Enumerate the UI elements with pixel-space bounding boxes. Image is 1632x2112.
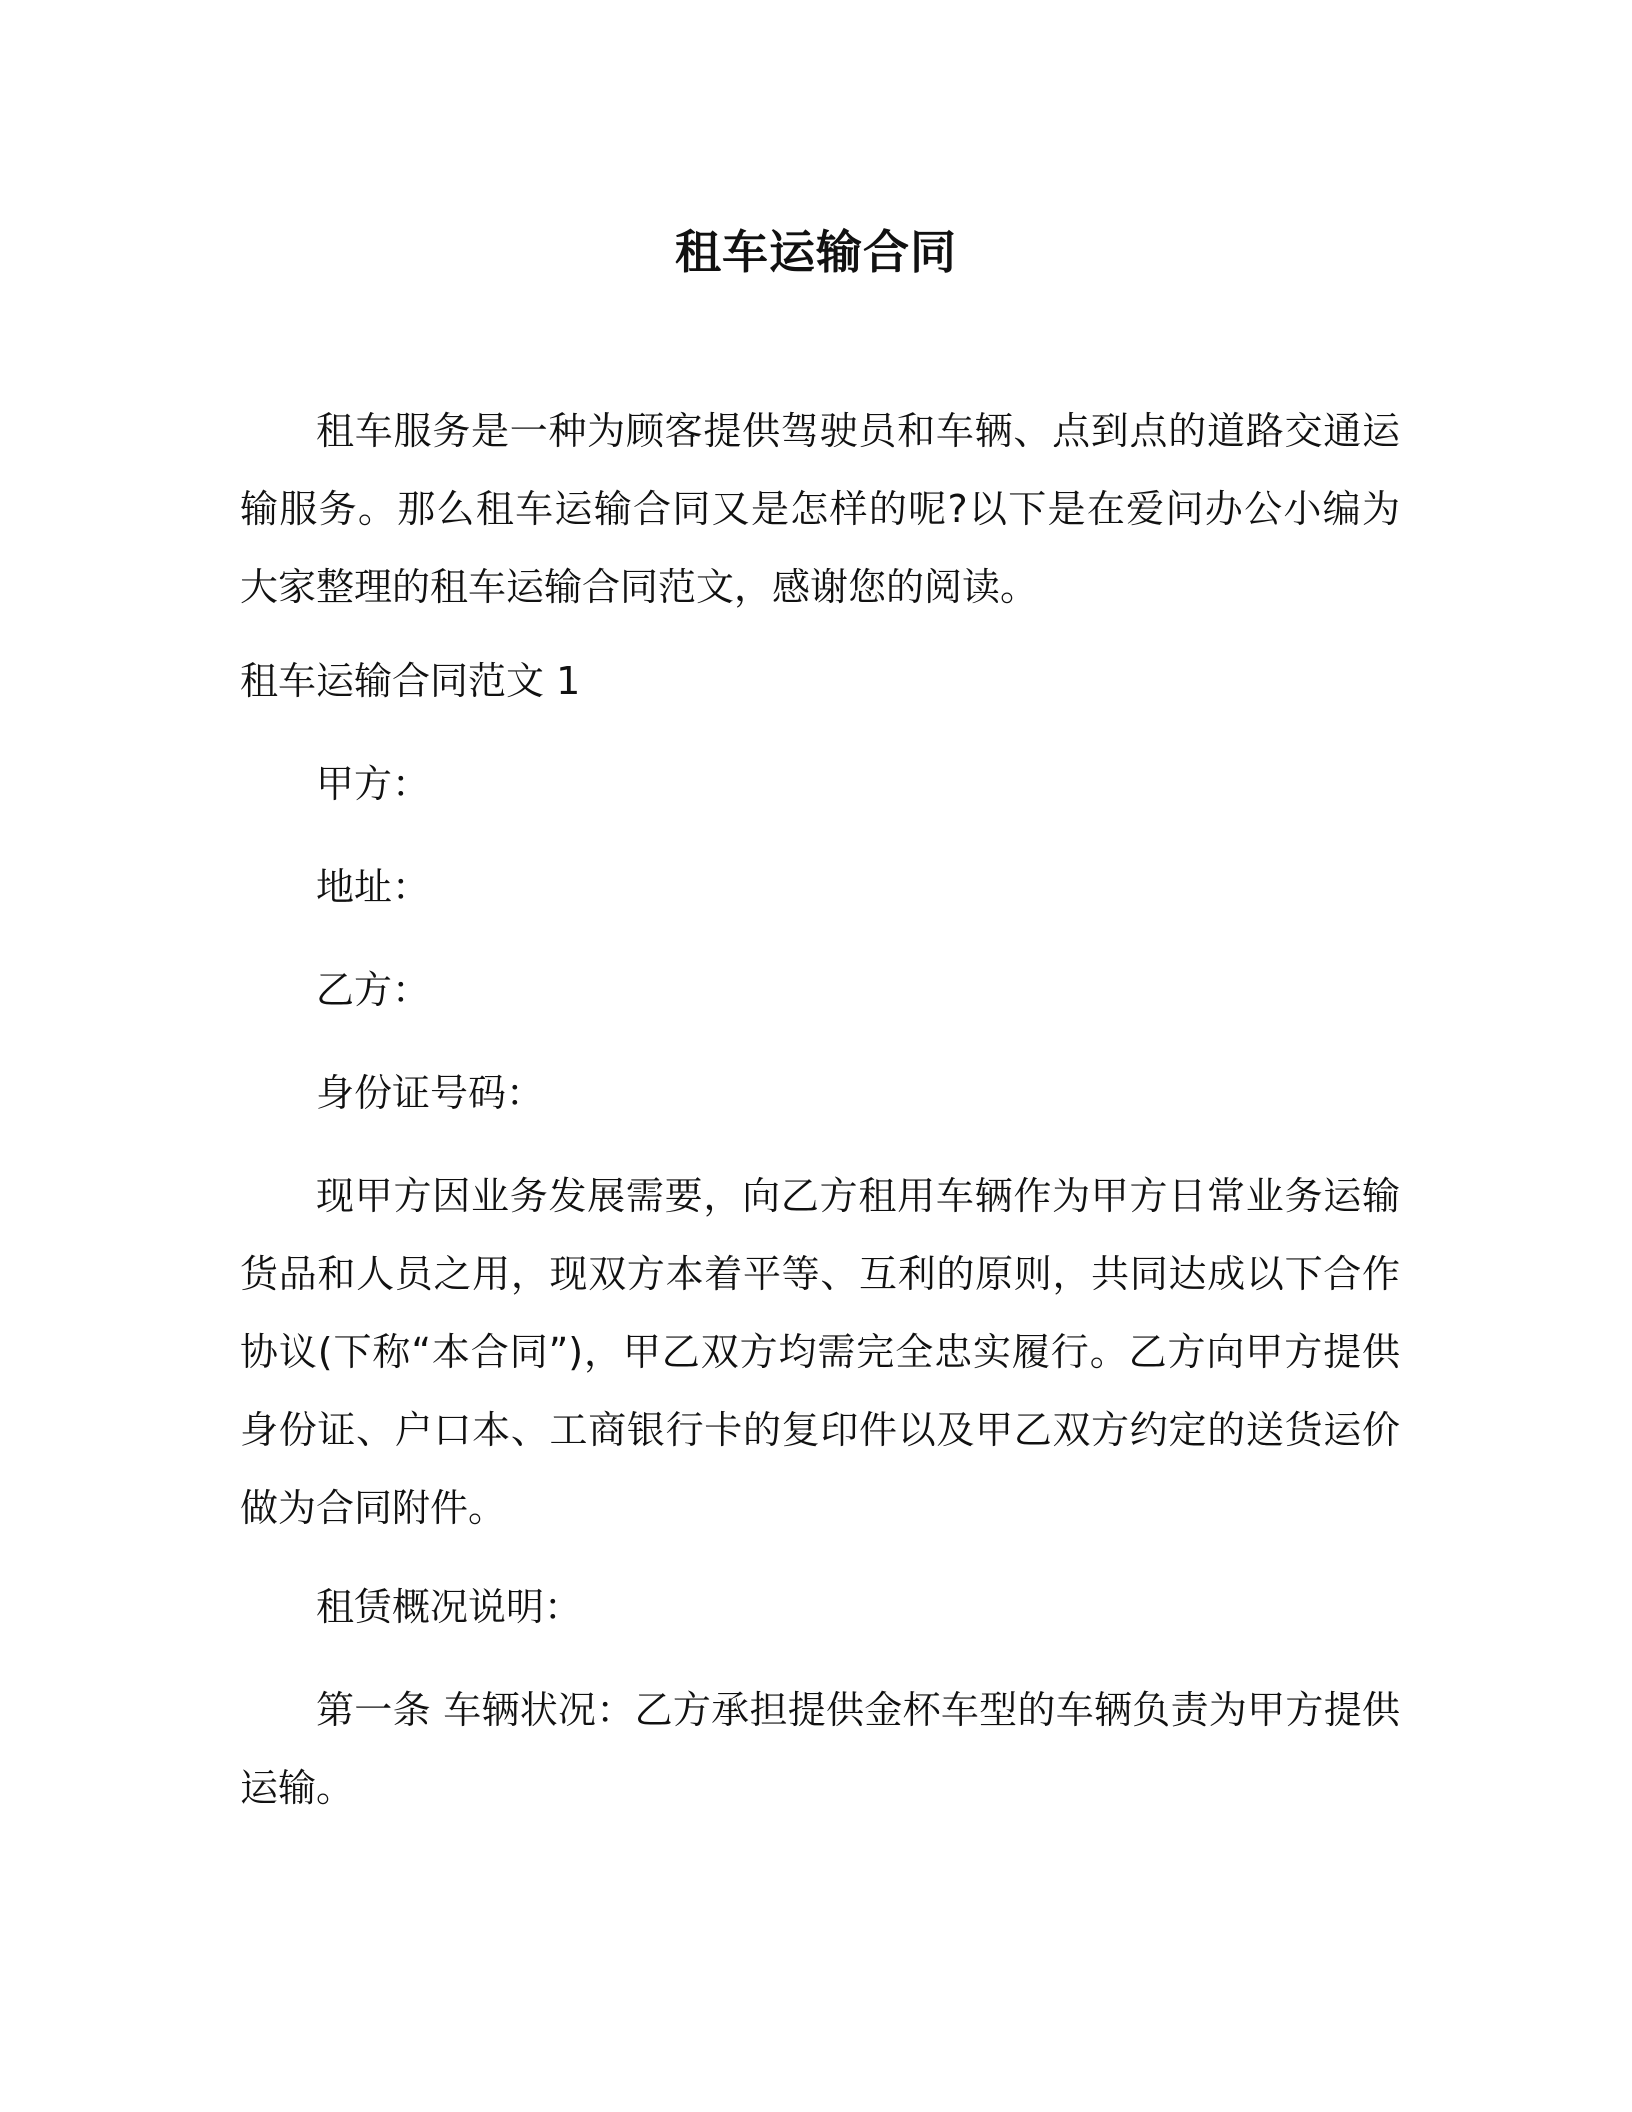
party-a-label: 甲方： bbox=[316, 762, 431, 806]
lease-overview-label: 租赁概况说明： bbox=[316, 1585, 583, 1629]
document-title: 租车运输合同 bbox=[675, 225, 957, 279]
article-one-paragraph: 第一条 车辆状况：乙方承担提供金杯车型的车辆负责为甲方提供运输。 bbox=[240, 1688, 1400, 1810]
address-label: 地址： bbox=[316, 865, 431, 909]
party-b-label: 乙方： bbox=[316, 968, 431, 1012]
section-heading: 租车运输合同范文 1 bbox=[240, 659, 581, 703]
intro-paragraph: 租车服务是一种为顾客提供驾驶员和车辆、点到点的道路交通运输服务。那么租车运输合同又是怎样的呢?以下是在爱问办公小编为大家整理的租车运输合同范文，感谢您的阅读。 bbox=[240, 409, 1400, 609]
id-number-label: 身份证号码： bbox=[316, 1071, 545, 1115]
body-paragraph: 现甲方因业务发展需要，向乙方租用车辆作为甲方日常业务运输货品和人员之用，现双方本着平等、互利的原则，共同达成以下合作协议(下称“本合同”)，甲乙双方均需完全忠实履行。乙方向甲方提供身份证、户口本、工商银行卡的复印件以及甲乙双方约定的送货运价做为合同附件。 bbox=[240, 1174, 1400, 1530]
